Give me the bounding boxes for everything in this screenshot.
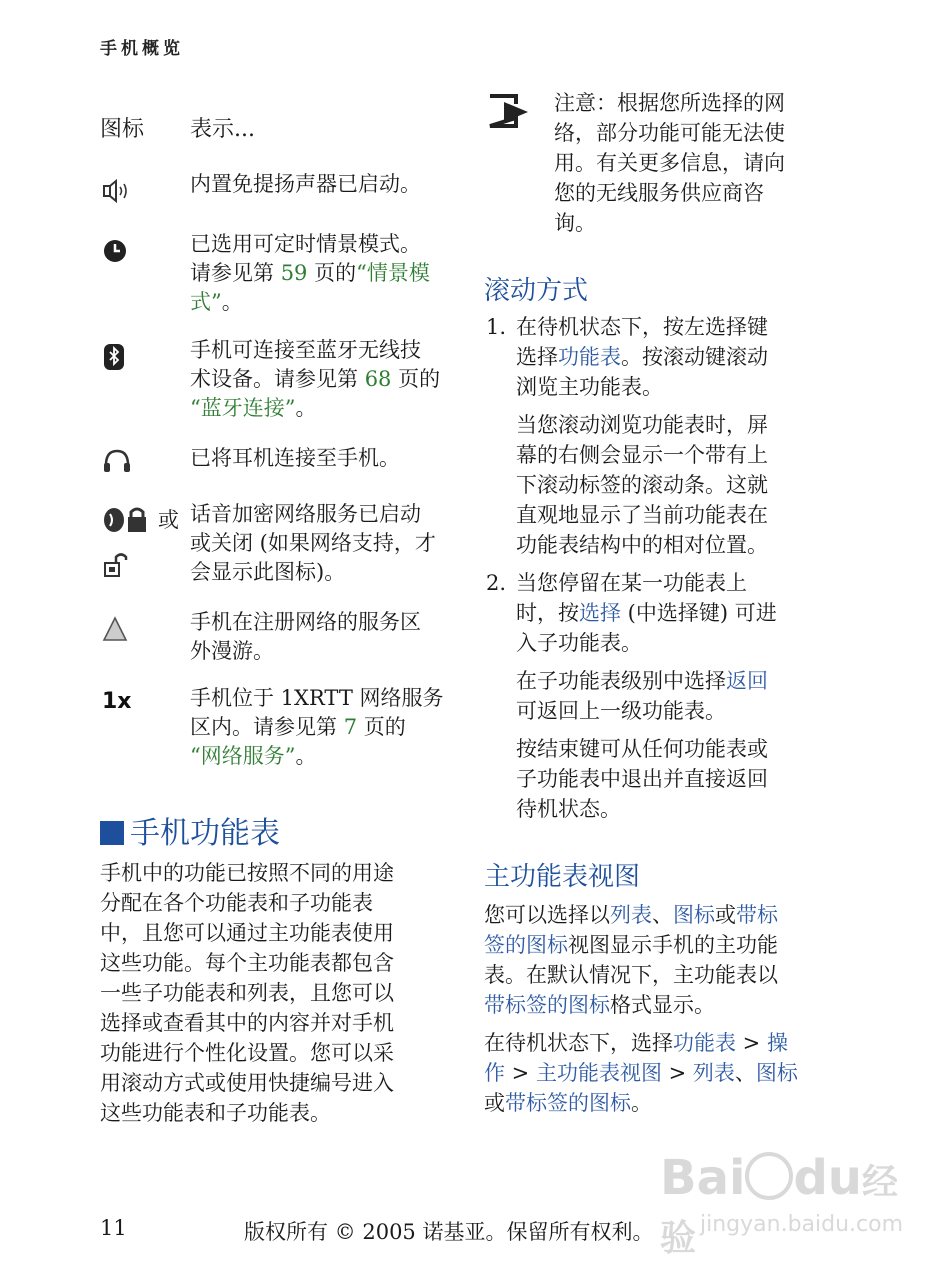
note-text [554,88,785,238]
section-heading-menu [100,808,280,852]
text-run: 页的 [391,367,441,391]
text-run: 内置免提扬声器已启动。 [190,172,421,196]
text-run: 入子功能表。 [516,631,642,655]
section-heading-scroll: 滚动方式 [484,276,589,306]
bluetooth-icon [102,342,132,372]
menu-path-link: 操 [766,1031,788,1055]
text-run: 您的无线服务供应商咨 [554,181,764,205]
section-heading-mainview: 主功能表视图 [484,862,641,892]
menu-path-link: 图标 [673,903,715,927]
text-run: 页的 [357,715,406,739]
text-run: 询。 [554,211,596,235]
text-run: 待机状态。 [516,797,621,821]
roaming-icon [102,614,132,644]
watermark-brand: Bai [660,1150,746,1206]
text-run: 手机可连接至蓝牙无线技 [190,338,421,362]
text-run: 络，部分功能可能无法使 [554,121,785,145]
text-run: 或 [715,903,736,927]
mainview-paragraph-1 [484,900,778,1020]
text-run: 格式显示。 [610,993,715,1017]
cross-reference: “情景模 [356,261,430,285]
menu-path-link: 列表 [692,1061,735,1085]
scroll-item-1-number: 1. [486,315,507,339]
text-run: 区内。请参见第 [190,715,344,739]
or-label: 或 [158,508,179,532]
cross-reference: 59 [280,261,308,285]
text-run: 已将耳机连接至手机。 [190,446,400,470]
running-header: 手机概览 [100,39,184,59]
text-run: 下滚动标签的滚动条。这就 [516,473,768,497]
text-run: 在子功能表级别中选择 [516,669,726,693]
row-bluetooth-text [190,336,440,423]
text-run: 。按滚动键滚动 [621,345,768,369]
watermark-url: jingyan.baidu.com [700,1212,904,1237]
page-number: 11 [100,1216,127,1240]
menu-path-link: 作 [484,1061,505,1085]
1x-icon [102,684,138,714]
text-run: 、 [734,1061,756,1085]
copyright-footer: 版权所有 © 2005 诺基亚。保留所有权利。 [244,1220,654,1244]
text-run: 当您滚动浏览功能表时，屏 [516,413,768,437]
encryption-icon [102,505,150,535]
text-run: 直观地显示了当前功能表在 [516,503,768,527]
text-run: > [736,1031,767,1055]
menu-path-link: 返回 [726,669,768,693]
cross-reference: “蓝牙连接” [190,396,296,420]
text-run: 。 [295,396,317,420]
section-menu-paragraph: 手机中的功能已按照不同的用途 分配在各个功能表和子功能表 中，且您可以通过主功能表使用 这些功能。每个主功能表都包含 一些子功能表和列表，且您可以 选择或查看其中的内容并对手机 功能进行个性化设置。您可以采 用滚动方式或使用快捷编号进入 这些功能表和子功能表。 [100,861,394,1125]
row-speaker-text [190,170,421,199]
text-run: > [661,1061,693,1085]
text-run: (中选择键) 可进 [621,601,777,625]
text-run: 注意：根据您所选择的网 [554,91,785,115]
row-roaming-text [190,608,421,666]
heading-square-marker [100,821,124,845]
text-run: 视图显示手机的主功能 [568,933,778,957]
menu-path-link: 带标 [736,903,778,927]
menu-path-link: 列表 [610,903,652,927]
scroll-item-1-text [516,312,768,402]
text-run: 当您停留在某一功能表上 [516,571,747,595]
clock-icon [102,236,132,266]
menu-path-link: 主功能表视图 [535,1061,662,1085]
menu-path-link: 带标签的图标 [484,993,610,1017]
cross-reference: “网络服务” [190,744,296,768]
text-run: 表。在默认情况下，主功能表以 [484,963,778,987]
unlocked-icon [102,550,132,580]
text-run: 外漫游。 [190,639,274,663]
text-run: 术设备。请参见第 [190,367,365,391]
scroll-item-1-detail [516,410,768,560]
text-run: 幕的右侧会显示一个带有上 [516,443,768,467]
text-run: 已选用可定时情景模式。 [190,232,421,256]
cross-reference: 7 [343,715,358,739]
text-run: 时，按 [516,601,579,625]
text-run: 。 [631,1091,652,1115]
text-run: 。 [295,744,317,768]
section-heading-menu-text: 手机功能表 [130,816,280,851]
text-run: 选择 [516,345,558,369]
scroll-item-2-detail-1 [516,666,768,726]
table-header-icon: 图标 [100,117,145,142]
text-run: 请参见第 [190,261,281,285]
text-run: 浏览主功能表。 [516,375,663,399]
watermark-cn: 经验 [660,1162,898,1259]
menu-path-link: 选择 [579,601,621,625]
text-run: 会显示此图标)。 [190,560,346,584]
text-run: 子功能表中退出并直接返回 [516,767,768,791]
text-run: 可返回上一级功能表。 [516,699,726,723]
paw-icon [745,1152,793,1200]
row-clock-text [190,230,430,317]
text-run: 按结束键可从任何功能表或 [516,737,768,761]
menu-path-link: 功能表 [558,345,621,369]
speaker-icon [102,176,132,206]
text-run: 页的 [307,261,357,285]
text-run: 或 [484,1091,505,1115]
menu-path-link: 图标 [755,1061,798,1085]
scroll-item-2-text [516,568,777,658]
text-run: 或关闭 (如果网络支持，才 [190,531,436,555]
menu-path-link: 签的图标 [484,933,568,957]
watermark-brand2: du [793,1150,862,1206]
table-header-meaning: 表示... [190,117,255,142]
cross-reference: 式” [190,290,222,314]
cross-reference: 68 [364,367,392,391]
row-1x-text [190,684,444,771]
text-run: 在待机状态下，选择 [484,1031,673,1055]
scroll-item-2-detail-2 [516,734,768,824]
text-run: 手机位于 1XRTT 网络服务 [190,686,444,710]
svg-text:1x: 1x [102,689,132,714]
text-run: 您可以选择以 [484,903,610,927]
text-run: 用。有关更多信息，请向 [554,151,785,175]
baidu-watermark-logo [660,1150,926,1262]
row-encryption-text [190,500,436,587]
text-run: 手机在注册网络的服务区 [190,610,421,634]
menu-path-link: 功能表 [673,1031,736,1055]
text-run: 功能表结构中的相对位置。 [516,533,768,557]
menu-path-link: 带标签的图标 [505,1091,631,1115]
note-icon [486,92,534,132]
scroll-item-2-number: 2. [486,571,507,595]
text-run: 。 [221,290,243,314]
headset-icon [102,447,132,477]
row-headset-text [190,444,400,473]
text-run: 在待机状态下，按左选择键 [516,315,768,339]
text-run: 话音加密网络服务已启动 [190,502,421,526]
mainview-paragraph-2 [484,1028,798,1118]
text-run: > [505,1061,536,1085]
text-run: 、 [652,903,673,927]
